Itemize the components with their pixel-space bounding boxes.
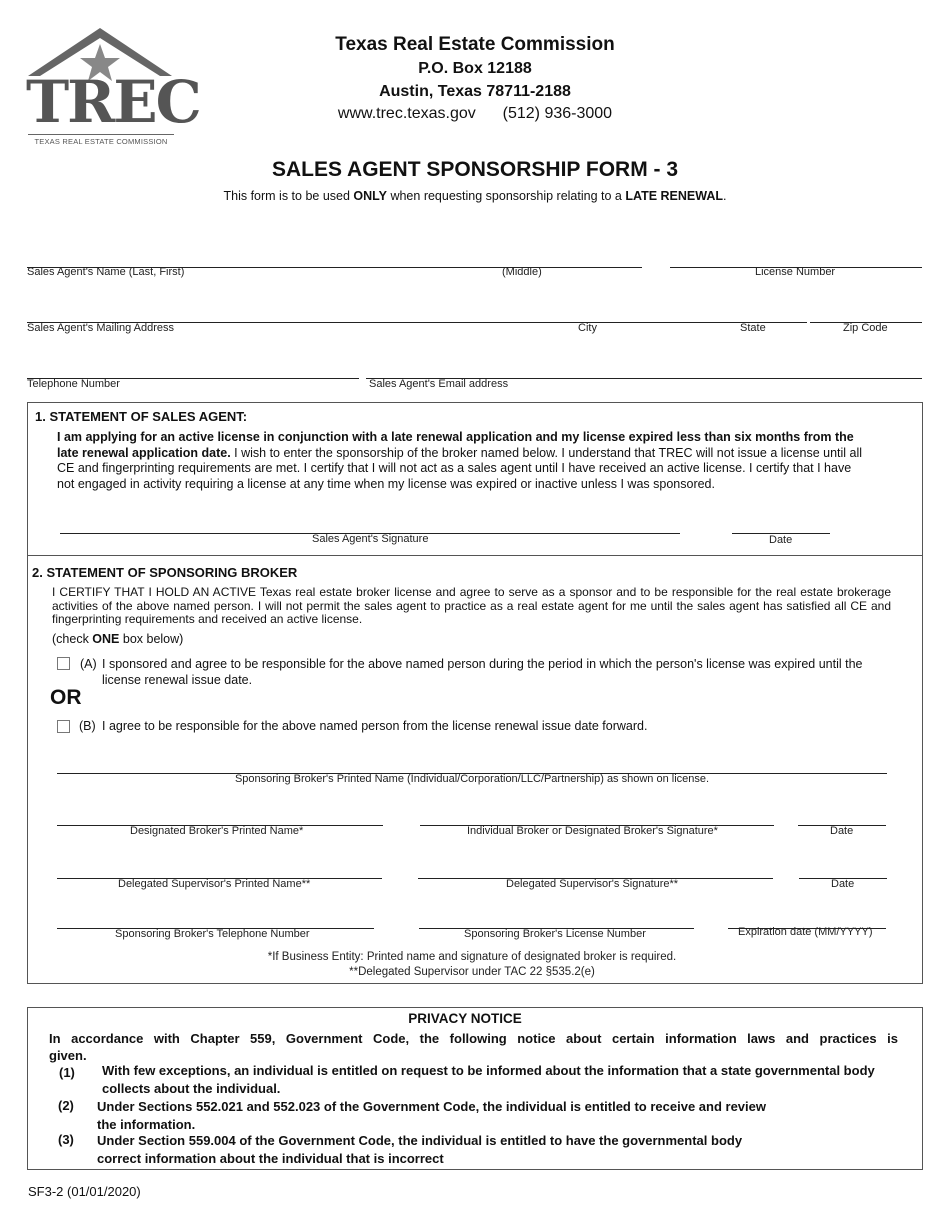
option-a-text: I sponsored and agree to be responsible for the above named person during the period in which the person's license was expired until the license renewal issue date. [102, 657, 863, 687]
privacy-intro: In accordance with Chapter 559, Government Code, the following notice about certain information laws and practices is given. [49, 1031, 898, 1063]
delegated-supervisor-name-label: Delegated Supervisor's Printed Name** [118, 878, 311, 890]
privacy-notice-title: PRIVACY NOTICE [408, 1011, 522, 1026]
phone-number: (512) 936-3000 [502, 105, 613, 122]
website-link[interactable]: www.trec.texas.gov [337, 105, 476, 122]
section-2-heading: 2. STATEMENT OF SPONSORING BROKER [32, 565, 298, 580]
middle-name-label: (Middle) [502, 266, 542, 278]
broker-telephone-label: Sponsoring Broker's Telephone Number [115, 928, 310, 940]
delegated-date-label: Date [831, 878, 855, 890]
city-line: Austin, Texas 78711-2188 [379, 83, 571, 100]
agent-date-label: Date [769, 534, 793, 546]
po-box: P.O. Box 12188 [418, 60, 532, 77]
form-subtitle: This form is to be used ONLY when requesting sponsorship relating to a LATE RENEWAL. [223, 189, 727, 203]
agent-name-label: Sales Agent's Name (Last, First) [27, 266, 185, 278]
broker-date-label: Date [830, 825, 854, 837]
footnote-business-entity: *If Business Entity: Printed name and signature of designated broker is required. [267, 951, 677, 963]
privacy-item-1-number: (1) [59, 1065, 75, 1080]
license-number-label: License Number [755, 266, 836, 278]
form-title: SALES AGENT SPONSORSHIP FORM - 3 [271, 158, 679, 181]
footnote-delegated-supervisor: **Delegated Supervisor under TAC 22 §535.2(e) [349, 966, 595, 978]
form-version: SF3-2 (01/01/2020) [28, 1184, 141, 1199]
city-label: City [578, 322, 597, 334]
broker-license-number-label: Sponsoring Broker's License Number [464, 928, 646, 940]
broker-signature-label: Individual Broker or Designated Broker's Signature* [467, 825, 718, 837]
section-1-heading: 1. STATEMENT OF SALES AGENT: [35, 409, 248, 424]
delegated-supervisor-signature-label: Delegated Supervisor's Signature** [506, 878, 679, 890]
telephone-label: Telephone Number [27, 378, 120, 390]
or-separator: OR [50, 686, 82, 709]
option-b-checkbox[interactable] [57, 720, 70, 733]
contact-line [250, 105, 700, 123]
mailing-address-label: Sales Agent's Mailing Address [27, 322, 175, 334]
logo-text: TREC [26, 68, 200, 136]
zip-code-label: Zip Code [843, 322, 888, 334]
privacy-item-1-text: With few exceptions, an individual is entitled on request to be informed about the information that a state governmental body collects about the individual. [102, 1063, 875, 1096]
logo-subtitle: TEXAS REAL ESTATE COMMISSION [34, 137, 168, 146]
broker-certification: I CERTIFY THAT I HOLD AN ACTIVE Texas real estate broker license and agree to serve as a sponsor and to be responsible for the real estate brokerage activities of the above named person. I will not permit the sales agent to practice as a real estate agent for me until the sales agent has satisfied all CE and fingerprinting requirements and received an active license. [52, 585, 891, 626]
org-name: Texas Real Estate Commission [335, 34, 615, 55]
privacy-item-3-text: Under Section 559.004 of the Government Code, the individual is entitled to have the governmental body correct information about the individual that is incorrect [97, 1133, 743, 1166]
check-instruction: (check ONE box below) [52, 632, 184, 646]
designated-broker-name-label: Designated Broker's Printed Name* [130, 825, 304, 837]
section-1-statement: I am applying for an active license in conjunction with a late renewal application and my license expired less than six months from the late renewal application date. I wish to enter the sponsorship of the broker named below. I understand that TREC will not issue a license until all CE and fingerprinting requirements are met. I certify that I will not act as a sales agent until I have received an active license. I certify that I have not engaged in activity requiring a license at any time when my license was expired or inactive unless I was sponsored. [57, 430, 863, 491]
agent-signature-label: Sales Agent's Signature [312, 533, 429, 545]
option-a-label: (A) [80, 657, 97, 671]
expiration-date-label: Expiration date (MM/YYYY) [738, 926, 873, 938]
option-b-text: I agree to be responsible for the above named person from the license renewal issue date forward. [102, 719, 648, 733]
option-a-checkbox[interactable] [57, 657, 70, 670]
state-label: State [740, 322, 766, 334]
broker-printed-name-label: Sponsoring Broker's Printed Name (Individual/Corporation/LLC/Partnership) as shown on license. [234, 773, 710, 785]
option-b-label: (B) [79, 719, 96, 733]
email-label: Sales Agent's Email address [369, 378, 509, 390]
privacy-item-3-number: (3) [58, 1132, 74, 1147]
privacy-item-2-text: Under Sections 552.021 and 552.023 of the Government Code, the individual is entitled to receive and review the information. [97, 1099, 766, 1132]
trec-logo [26, 26, 200, 150]
privacy-item-2-number: (2) [58, 1098, 74, 1113]
